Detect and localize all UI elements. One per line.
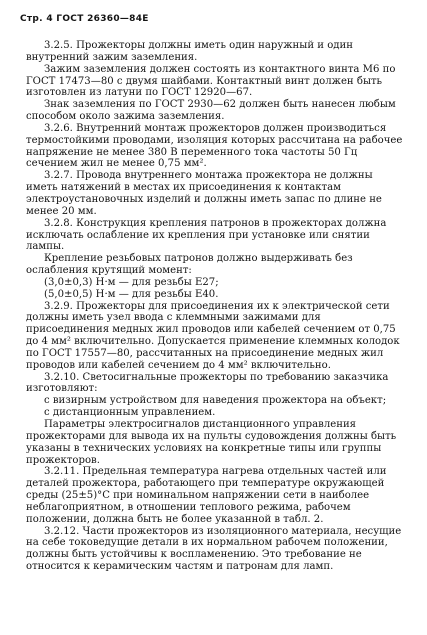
paragraph-3-2-7: 3.2.7. Провода внутреннего монтажа прожектора не должны иметь натяжений в местах их присоединения к контактам электроустановочных изделий и должны иметь запас по длине не менее 20 мм. <box>26 170 382 217</box>
paragraph-grounding-clamp: Зажим заземления должен состоять из контактного винта М6 по ГОСТ 17473—80 с двумя шайбами. Контактный винт должен быть изготовлен из латуни по ГОСТ 12920—67. <box>26 63 396 99</box>
paragraph-3-2-9: 3.2.9. Прожекторы для присоединения их к электрической сети должны иметь узел ввода с клеммными зажимами для присоединения медных жил проводов или кабелей сечением от 0,75 до 4 мм² включительно. Допускается применение клеммных колодок по ГОСТ 17557—80, рассчитанных на присоединение медных жил проводов или кабелей сечением до 4 мм² включительно. <box>26 300 400 371</box>
paragraph-3-2-8: 3.2.8. Конструкция крепления патронов в прожекторах должна исключать ослабление их крепления при установке или снятии лампы. <box>26 217 387 253</box>
paragraph-3-2-11: 3.2.11. Предельная температура нагрева отдельных частей или деталей прожектора, работающего при температуре окружающей среды (25±5)°С при номинальном напряжении сети в наиболее неблагоприятном, в отношении теплового режима, рабочем положении, должна быть не более указанной в табл. 2. <box>26 466 387 525</box>
list-item-sighting-device: с визирным устройством для наведения прожектора на объект; <box>44 395 387 407</box>
paragraph-3-2-5: 3.2.5. Прожекторы должны иметь один наружный и один внутренний зажим заземления. <box>26 40 353 63</box>
paragraph-3-2-6: 3.2.6. Внутренний монтаж прожекторов должен производиться термостойкими проводами, изоляция которых рассчитана на рабочее напряжение не менее 380 В переменного тока частоты 50 Гц сечением жил не менее 0,75 мм². <box>26 122 403 170</box>
paragraph-3-2-10: 3.2.10. Светосигнальные прожекторы по требованию заказчика изготовляют: <box>26 371 389 395</box>
paragraph-grounding-sign: Знак заземления по ГОСТ 2930—62 должен быть нанесен любым способом около зажима заземления. <box>26 99 396 123</box>
paragraph-remote-parameters: Параметры электросигналов дистанционного управления прожекторами для вывода их на пульты судовождения должны быть указаны в технических условиях на конкретные типы или группы прожекторов. <box>26 419 397 466</box>
document-body <box>26 40 406 573</box>
list-item-e27: (3,0±0,3) Н·м — для резьбы Е27; <box>44 276 219 288</box>
list-item-e40: (5,0±0,5) Н·м — для резьбы Е40. <box>44 288 219 300</box>
page-header: Стр. 4 ГОСТ 26360—84Е <box>20 14 149 24</box>
list-item-remote-control: с дистанционным управлением. <box>44 407 216 419</box>
paragraph-torque: Крепление резьбовых патронов должно выдерживать без ослабления крутящий момент: <box>26 253 353 277</box>
paragraph-3-2-12: 3.2.12. Части прожекторов из изоляционного материала, несущие на себе токоведущие детали в их нормальном рабочем положении, должны быть устойчивы к воспламенению. Это требование не относится к керамическим частям и патронам для ламп. <box>26 525 402 573</box>
